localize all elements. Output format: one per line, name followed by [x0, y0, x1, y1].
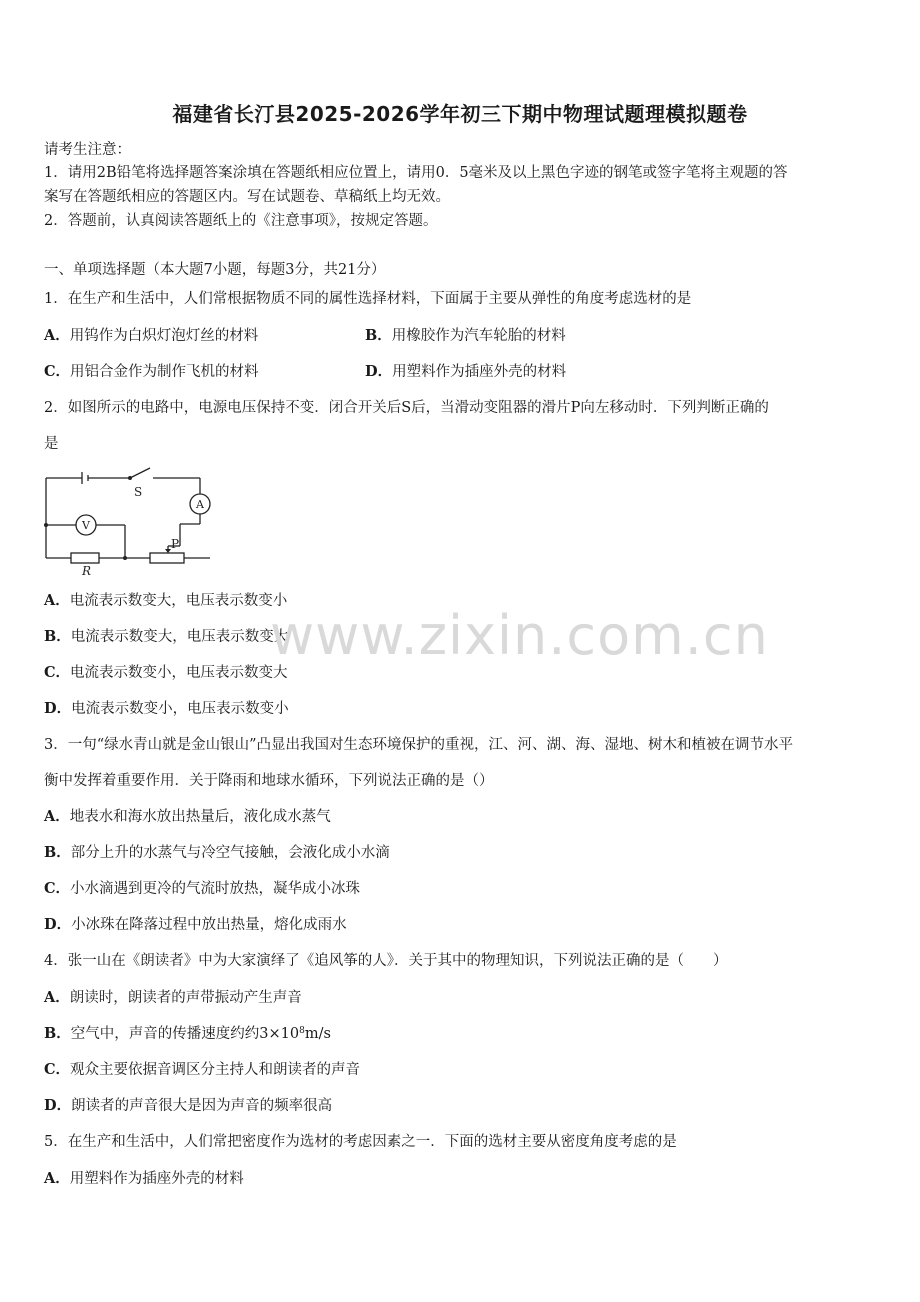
option-text: 用橡胶作为汽车轮胎的材料 [391, 328, 566, 344]
question-2-option-b [44, 626, 288, 648]
resistor-r [71, 553, 99, 563]
option-letter: B． [44, 628, 71, 645]
question-2-stem-line-1: 2．如图所示的电路中，电源电压保持不变．闭合开关后S后，当滑动变阻器的滑片P向左移动时．下列判断正确的 [44, 400, 769, 416]
question-1-stem: 1．在生产和生活中，人们常根据物质不同的属性选择材料，下面属于主要从弹性的角度考虑选材的是 [44, 291, 692, 307]
option-letter: A． [44, 327, 70, 344]
notice-item-1-line-1: 1．请用2B铅笔将选择题答案涂填在答题纸相应位置上，请用0．5毫米及以上黑色字迹的钢笔或签字笔将主观题的答 [44, 165, 788, 181]
question-4-option-b [44, 1023, 331, 1045]
option-letter: D． [365, 363, 393, 380]
option-text: 电流表示数变小，电压表示数变小 [71, 701, 289, 717]
option-text: 用钨作为白炽灯泡灯丝的材料 [69, 328, 259, 344]
question-4-option-d [44, 1095, 332, 1117]
option-text: 电流表示数变小，电压表示数变大 [70, 665, 288, 681]
question-1-option-d [365, 361, 566, 383]
question-5-option-a [44, 1168, 244, 1190]
option-text: 小冰珠在降落过程中放出热量，熔化成雨水 [71, 917, 347, 933]
option-letter: D． [44, 1097, 72, 1114]
question-1-option-c [44, 361, 259, 383]
option-text: 朗读者的声音很大是因为声音的频率很高 [71, 1098, 333, 1114]
question-5-stem: 5．在生产和生活中，人们常把密度作为选材的考虑因素之一．下面的选材主要从密度角度考虑的是 [44, 1134, 677, 1150]
question-4-stem: 4．张一山在《朗读者》中为大家演绎了《追风筝的人》．关于其中的物理知识，下列说法正确的是（ ） [44, 953, 728, 969]
option-letter: A． [44, 808, 70, 825]
question-4-option-a [44, 987, 302, 1009]
option-letter: B． [44, 1025, 71, 1042]
notice-item-2: 2．答题前，认真阅读答题纸上的《注意事项》，按规定答题。 [44, 213, 438, 229]
option-letter: A． [44, 592, 70, 609]
question-3-option-c [44, 878, 360, 900]
slider-label: P [171, 537, 180, 551]
switch-label: S [134, 485, 143, 499]
option-text: 电流表示数变大，电压表示数变大 [70, 629, 289, 645]
question-3-option-a [44, 806, 331, 828]
switch-contact-dot [128, 476, 132, 480]
option-letter: C． [44, 1061, 71, 1078]
switch-blade [130, 468, 150, 478]
question-3-option-d [44, 914, 347, 936]
question-1-option-a [44, 325, 258, 347]
question-3-stem-line-2: 衡中发挥着重要作用．关于降雨和地球水循环，下列说法正确的是（） [44, 773, 494, 789]
option-letter: D． [44, 700, 72, 717]
option-letter: C． [44, 363, 71, 380]
option-text: 地表水和海水放出热量后，液化成水蒸气 [69, 809, 331, 825]
question-2-option-d [44, 698, 289, 720]
option-text: 部分上升的水蒸气与冷空气接触，会液化成小水滴 [70, 845, 390, 861]
option-letter: C． [44, 664, 71, 681]
question-2-option-a [44, 590, 287, 612]
notice-heading: 请考生注意： [44, 142, 131, 158]
section-heading: 一、单项选择题（本大题7小题，每题3分，共21分） [44, 262, 386, 278]
rheostat [150, 553, 184, 563]
option-letter: B． [365, 327, 392, 344]
option-text: 电流表示数变大，电压表示数变小 [69, 593, 288, 609]
option-letter: D． [44, 916, 72, 933]
option-text: 小水滴遇到更冷的气流时放热，凝华成小冰珠 [70, 881, 361, 897]
exponent: 8 [299, 1026, 305, 1036]
option-letter: A． [44, 989, 70, 1006]
question-3-option-b [44, 842, 390, 864]
question-3-stem-line-1: 3．一句“绿水青山就是金山银山”凸显出我国对生态环境保护的重视，江、河、湖、海、湿地、树木和植被在调节水平 [44, 737, 794, 753]
watermark: www.zixin.com.cn [270, 604, 769, 667]
resistor-label: R [82, 564, 92, 578]
option-letter: C． [44, 880, 71, 897]
question-2-stem-line-2: 是 [44, 436, 59, 452]
option-text: 用塑料作为插座外壳的材料 [392, 364, 567, 380]
option-text: 用塑料作为插座外壳的材料 [69, 1171, 244, 1187]
option-letter: A． [44, 1170, 70, 1187]
option-text: 空气中，声音的传播速度约约3×10 [70, 1026, 300, 1042]
circuit-diagram [38, 466, 218, 578]
option-text: 用铝合金作为制作飞机的材料 [70, 364, 259, 380]
notice-item-1-line-2: 案写在答题纸相应的答题区内。写在试题卷、草稿纸上均无效。 [44, 189, 450, 205]
voltmeter-label: V [82, 519, 90, 532]
option-text: 观众主要依据音调区分主持人和朗读者的声音 [70, 1062, 361, 1078]
option-unit: m/s [304, 1026, 331, 1042]
exam-title: 福建省长汀县2025-2026学年初三下期中物理试题理模拟题卷 [172, 102, 748, 126]
ammeter-label: A [196, 498, 204, 511]
question-4-option-c [44, 1059, 360, 1081]
question-2-option-c [44, 662, 288, 684]
question-1-option-b [365, 325, 566, 347]
option-text: 朗读时，朗读者的声带振动产生声音 [69, 990, 302, 1006]
option-letter: B． [44, 844, 71, 861]
